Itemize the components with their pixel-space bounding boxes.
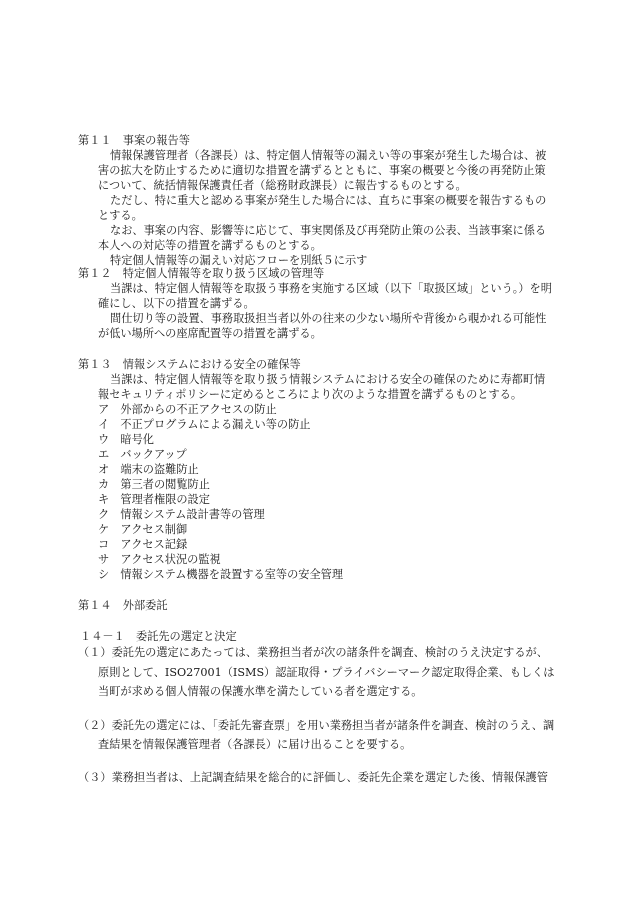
text-line: 確にし、以下の措置を講ずる。 bbox=[98, 297, 255, 310]
text-line: オ 端末の盗難防止 bbox=[98, 463, 199, 476]
text-line: が低い場所への座席配置等の措置を講ずる。 bbox=[98, 327, 322, 340]
text-line: １４－１ 委託先の選定と決定 bbox=[80, 630, 237, 643]
text-line: カ 第三者の閲覧防止 bbox=[98, 478, 210, 491]
text-line: 査結果を情報保護管理者（各課長）に届け出ることを要する。 bbox=[98, 738, 412, 751]
text-line: ア 外部からの不正アクセスの防止 bbox=[98, 403, 277, 416]
text-line: とする。 bbox=[98, 209, 143, 222]
text-line: なお、事案の内容、影響等に応じて、事実関係及び再発防止策の公表、当該事案に係る bbox=[110, 224, 547, 237]
text-line: 当町が求める個人情報の保護水準を満たしている者を選定する。 bbox=[98, 685, 423, 698]
text-line: イ 不正プログラムによる漏えい等の防止 bbox=[98, 418, 311, 431]
text-line: 当課は、特定個人情報等を取扱う事務を実施する区域（以下「取扱区域」という。）を明 bbox=[110, 282, 552, 295]
text-line: 第１１ 事案の報告等 bbox=[78, 134, 190, 147]
text-line: エ バックアップ bbox=[98, 448, 187, 461]
text-line: 本人への対応等の措置を講ずるものとする。 bbox=[98, 239, 322, 252]
text-line: （３）業務担当者は、上記調査結果を総合的に評価し、委託先企業を選定した後、情報保護管 bbox=[78, 771, 548, 784]
text-line: 報セキュリティポリシーに定めるところにより次のような措置を講ずるものとする。 bbox=[98, 388, 523, 401]
text-line: （１）委託先の選定にあたっては、業務担当者が次の諸条件を調査、検討のうえ決定するが、 bbox=[78, 646, 548, 659]
text-line: ウ 暗号化 bbox=[98, 433, 154, 446]
text-line: 第１３ 情報システムにおける安全の確保等 bbox=[78, 358, 301, 371]
text-line: キ 管理者権限の設定 bbox=[98, 493, 210, 506]
text-line: 原則として、ISO27001（ISMS）認証取得・プライバシーマーク認定取得企業、もしくは bbox=[98, 666, 555, 679]
text-line: サ アクセス状況の監視 bbox=[98, 553, 221, 566]
text-line: 害の拡大を防止するために適切な措置を講ずるとともに、事案の概要と今後の再発防止策 bbox=[98, 164, 546, 177]
text-line: 当課は、特定個人情報等を取り扱う情報システムにおける安全の確保のために寿都町情 bbox=[110, 373, 546, 386]
text-line: コ アクセス記録 bbox=[98, 538, 188, 551]
text-line: （２）委託先の選定には、「委託先審査票」を用い業務担当者が諸条件を調査、検討のうえ、調 bbox=[78, 719, 555, 732]
text-line: 第１４ 外部委託 bbox=[78, 599, 168, 612]
text-line: 第１２ 特定個人情報等を取り扱う区域の管理等 bbox=[78, 267, 325, 280]
text-line: ケ アクセス制御 bbox=[98, 523, 188, 536]
text-line: 間仕切り等の設置、事務取扱担当者以外の往来の少ない場所や背後から覗かれる可能性 bbox=[110, 312, 547, 325]
text-line: 特定個人情報等の漏えい対応フローを別紙５に示す bbox=[110, 254, 368, 267]
text-line: シ 情報システム機器を設置する室等の安全管理 bbox=[98, 568, 344, 581]
text-line: ただし、特に重大と認める事案が発生した場合には、直ちに事案の概要を報告するもの bbox=[110, 194, 547, 207]
text-line: について、統括情報保護責任者（総務財政課長）に報告するものとする。 bbox=[98, 179, 467, 192]
text-line: ク 情報システム設計書等の管理 bbox=[98, 508, 265, 521]
text-line: 情報保護管理者（各課長）は、特定個人情報等の漏えい等の事案が発生した場合は、被 bbox=[110, 149, 547, 162]
